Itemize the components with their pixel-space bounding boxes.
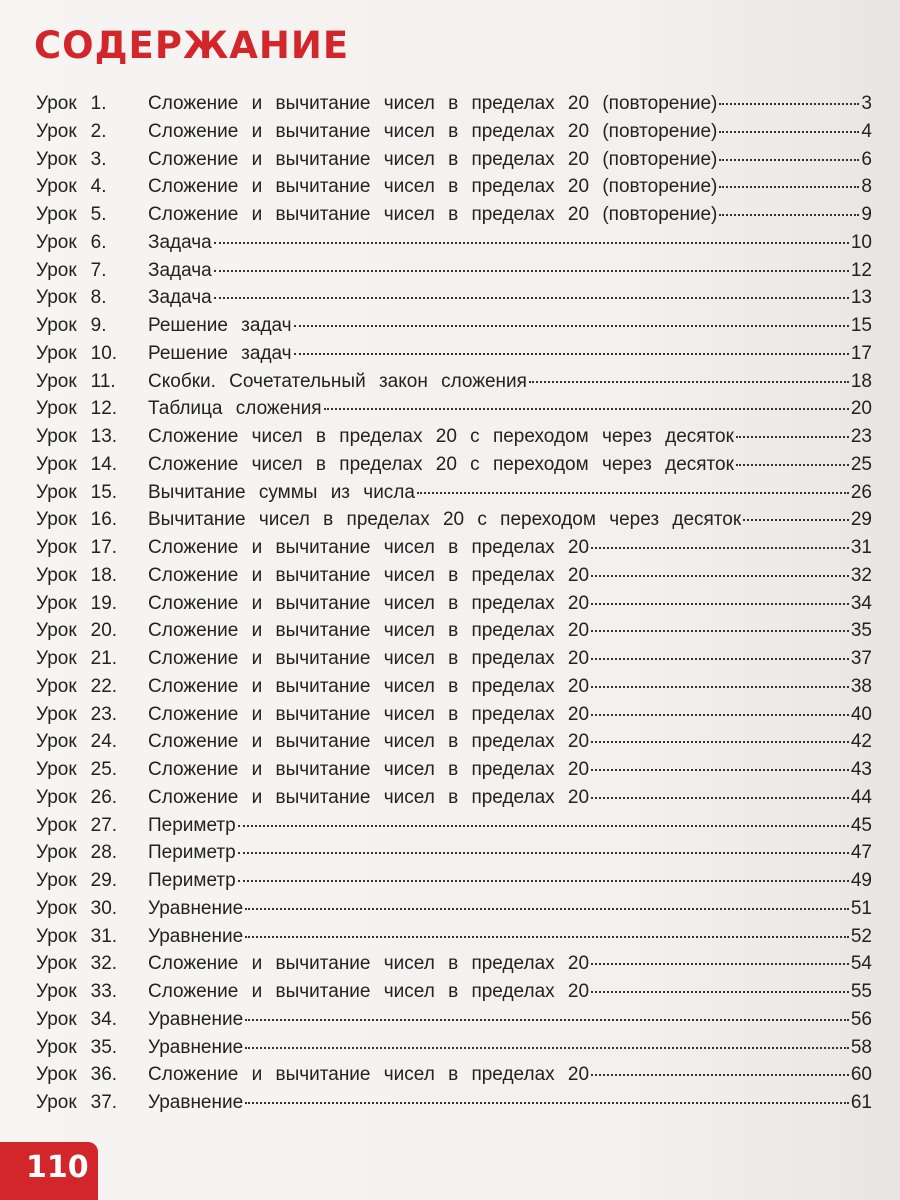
- toc-entry: [36, 923, 872, 951]
- dot-leader: [294, 351, 849, 355]
- lesson-topic: Вычитание чисел в пределах 20 с переходом через десяток: [148, 509, 742, 531]
- lesson-label: [36, 701, 148, 729]
- dot-leader: [591, 628, 849, 632]
- lesson-label: [36, 1061, 148, 1089]
- lesson-number: 3.: [90, 148, 107, 170]
- dot-leader: [591, 712, 849, 716]
- dot-leader: [591, 684, 849, 688]
- dot-leader: [245, 906, 849, 910]
- lesson-number: 11.: [90, 370, 116, 392]
- lesson-word: Урок: [36, 537, 77, 558]
- lesson-word: Урок: [36, 1092, 77, 1113]
- lesson-page-number: 58: [850, 1036, 872, 1058]
- lesson-label: [36, 423, 148, 451]
- lesson-label: [36, 673, 148, 701]
- lesson-label: [36, 867, 148, 895]
- lesson-label: [36, 284, 148, 312]
- dot-leader: [591, 989, 849, 993]
- lesson-page-number: 35: [850, 620, 872, 642]
- lesson-topic: Сложение и вычитание чисел в пределах 20 (повторение): [148, 120, 718, 142]
- toc-entry: [36, 590, 872, 618]
- lesson-label: [36, 312, 148, 340]
- dot-leader: [736, 462, 849, 466]
- lesson-topic: Сложение и вычитание чисел в пределах 20 (повторение): [148, 93, 718, 114]
- dot-leader: [591, 739, 849, 743]
- lesson-number: 8.: [90, 287, 107, 309]
- toc-entry: [36, 673, 872, 701]
- dot-leader: [245, 1100, 849, 1104]
- toc-entry: [36, 1089, 872, 1117]
- toc-entry: [36, 118, 872, 146]
- dot-leader: [591, 961, 849, 965]
- lesson-topic: Сложение и вычитание чисел в пределах 20: [148, 537, 590, 558]
- lesson-page-number: 31: [850, 537, 872, 558]
- toc-entry: [36, 340, 872, 368]
- lesson-topic: Сложение и вычитание чисел в пределах 20: [148, 703, 590, 725]
- lesson-page-number: 34: [850, 592, 872, 614]
- toc-entry: [36, 867, 872, 895]
- lesson-topic: Сложение и вычитание чисел в пределах 20 (повторение): [148, 148, 718, 170]
- dot-leader: [719, 184, 859, 188]
- lesson-word: Урок: [36, 1064, 77, 1086]
- toc-entry: [36, 562, 872, 590]
- lesson-number: 9.: [90, 315, 107, 336]
- dot-leader: [591, 795, 849, 799]
- lesson-page-number: 12: [850, 259, 872, 281]
- lesson-number: 20.: [90, 620, 118, 642]
- lesson-page-number: 61: [850, 1092, 872, 1113]
- lesson-page-number: 45: [850, 814, 872, 836]
- lesson-label: [36, 784, 148, 812]
- lesson-number: 4.: [90, 176, 107, 198]
- lesson-word: Урок: [36, 148, 77, 170]
- lesson-label: [36, 534, 148, 562]
- lesson-topic: Сложение и вычитание чисел в пределах 20: [148, 786, 590, 808]
- lesson-label: [36, 617, 148, 645]
- dot-leader: [245, 1045, 849, 1049]
- lesson-topic: Сложение и вычитание чисел в пределах 20 (повторение): [148, 204, 718, 225]
- lesson-word: Урок: [36, 592, 77, 614]
- dot-leader: [719, 212, 859, 216]
- lesson-topic: Решение задач: [148, 315, 292, 336]
- lesson-word: Урок: [36, 315, 77, 336]
- lesson-page-number: 13: [850, 287, 872, 309]
- lesson-label: [36, 201, 148, 229]
- dot-leader: [245, 1017, 849, 1021]
- lesson-label: [36, 118, 148, 146]
- toc-entry: [36, 368, 872, 396]
- toc-entry: [36, 146, 872, 174]
- dot-leader: [591, 1072, 849, 1076]
- lesson-page-number: 52: [850, 925, 872, 947]
- dot-leader: [591, 545, 849, 549]
- lesson-word: Урок: [36, 953, 77, 975]
- dot-leader: [591, 573, 849, 577]
- lesson-topic: Сложение и вычитание чисел в пределах 20: [148, 1064, 590, 1086]
- lesson-label: [36, 978, 148, 1006]
- lesson-word: Урок: [36, 675, 77, 697]
- lesson-page-number: 3: [861, 93, 872, 114]
- toc-entry: [36, 506, 872, 534]
- lesson-topic: Сложение чисел в пределах 20 с переходом через десяток: [148, 453, 734, 475]
- lesson-word: Урок: [36, 925, 77, 947]
- toc-entry: [36, 395, 872, 423]
- lesson-page-number: 29: [850, 509, 872, 531]
- lesson-topic: Задача: [148, 259, 212, 281]
- lesson-number: 16.: [90, 509, 118, 531]
- lesson-label: [36, 1089, 148, 1117]
- lesson-word: Урок: [36, 814, 77, 836]
- lesson-page-number: 6: [861, 148, 872, 170]
- lesson-number: 15.: [90, 481, 118, 503]
- lesson-label: [36, 562, 148, 590]
- toc-entry: [36, 950, 872, 978]
- lesson-label: [36, 923, 148, 951]
- lesson-number: 19.: [90, 592, 118, 614]
- dot-leader: [591, 767, 849, 771]
- lesson-label: [36, 368, 148, 396]
- dot-leader: [294, 323, 849, 327]
- lesson-label: [36, 590, 148, 618]
- lesson-page-number: 17: [850, 342, 872, 364]
- page-number: 110: [26, 1150, 89, 1185]
- lesson-topic: Уравнение: [148, 897, 244, 919]
- lesson-word: Урок: [36, 759, 77, 780]
- lesson-number: 6.: [90, 231, 107, 253]
- lesson-label: [36, 756, 148, 784]
- lesson-word: Урок: [36, 426, 77, 447]
- lesson-page-number: 60: [850, 1064, 872, 1086]
- lesson-page-number: 18: [850, 370, 872, 392]
- lesson-word: Урок: [36, 370, 77, 392]
- dot-leader: [324, 406, 849, 410]
- dot-leader: [743, 517, 849, 521]
- toc-entry: [36, 1061, 872, 1089]
- lesson-number: 22.: [90, 675, 118, 697]
- toc-entry: [36, 284, 872, 312]
- lesson-topic: Сложение и вычитание чисел в пределах 20: [148, 953, 590, 975]
- lesson-topic: Сложение чисел в пределах 20 с переходом через десяток: [148, 426, 734, 447]
- lesson-word: Урок: [36, 481, 77, 503]
- lesson-label: [36, 395, 148, 423]
- lesson-page-number: 49: [850, 870, 872, 891]
- toc-entry: [36, 839, 872, 867]
- lesson-page-number: 51: [850, 897, 872, 919]
- lesson-number: 21.: [90, 648, 118, 669]
- lesson-topic: Сложение и вычитание чисел в пределах 20: [148, 592, 590, 614]
- lesson-page-number: 40: [850, 703, 872, 725]
- toc-entry: [36, 812, 872, 840]
- lesson-number: 1.: [90, 93, 107, 114]
- lesson-topic: Сложение и вычитание чисел в пределах 20 (повторение): [148, 176, 718, 198]
- lesson-number: 32.: [90, 953, 118, 975]
- lesson-topic: Уравнение: [148, 1036, 244, 1058]
- dot-leader: [238, 878, 849, 882]
- lesson-label: [36, 340, 148, 368]
- lesson-word: Урок: [36, 176, 77, 198]
- lesson-page-number: 56: [850, 1008, 872, 1030]
- lesson-word: Урок: [36, 564, 77, 586]
- lesson-label: [36, 839, 148, 867]
- dot-leader: [245, 934, 849, 938]
- toc-entry: [36, 1034, 872, 1062]
- toc-entry: [36, 534, 872, 562]
- toc-entry: [36, 479, 872, 507]
- toc-entry: [36, 201, 872, 229]
- lesson-word: Урок: [36, 1008, 77, 1030]
- lesson-number: 37.: [90, 1092, 118, 1113]
- lesson-label: [36, 1006, 148, 1034]
- lesson-number: 13.: [90, 426, 118, 447]
- toc-entry: [36, 645, 872, 673]
- toc-entry: [36, 312, 872, 340]
- lesson-number: 17.: [90, 537, 118, 558]
- lesson-label: [36, 479, 148, 507]
- lesson-word: Урок: [36, 93, 77, 114]
- toc-entry: [36, 895, 872, 923]
- lesson-word: Урок: [36, 398, 77, 420]
- lesson-number: 2.: [90, 120, 107, 142]
- lesson-topic: Таблица сложения: [148, 398, 322, 420]
- dot-leader: [529, 379, 849, 383]
- lesson-word: Урок: [36, 453, 77, 475]
- lesson-topic: Сложение и вычитание чисел в пределах 20: [148, 731, 590, 753]
- lesson-label: [36, 1034, 148, 1062]
- lesson-word: Урок: [36, 842, 77, 864]
- dot-leader: [591, 656, 849, 660]
- lesson-word: Урок: [36, 231, 77, 253]
- lesson-page-number: 54: [850, 953, 872, 975]
- toc-entry: [36, 257, 872, 285]
- dot-leader: [719, 101, 859, 105]
- lesson-page-number: 4: [861, 120, 872, 142]
- toc-entry: [36, 701, 872, 729]
- lesson-number: 34.: [90, 1008, 118, 1030]
- lesson-label: [36, 728, 148, 756]
- lesson-page-number: 9: [861, 204, 872, 225]
- lesson-number: 31.: [90, 925, 118, 947]
- lesson-label: [36, 257, 148, 285]
- toc-entry: [36, 1006, 872, 1034]
- toc-entry: [36, 90, 872, 118]
- lesson-number: 24.: [90, 731, 118, 753]
- page-title: СОДЕРЖАНИЕ: [34, 24, 350, 67]
- dot-leader: [238, 850, 849, 854]
- lesson-word: Урок: [36, 870, 77, 891]
- lesson-number: 27.: [90, 814, 118, 836]
- dot-leader: [736, 434, 849, 438]
- lesson-number: 23.: [90, 703, 118, 725]
- lesson-topic: Задача: [148, 231, 212, 253]
- lesson-number: 14.: [90, 453, 118, 475]
- lesson-page-number: 42: [850, 731, 872, 753]
- toc-entry: [36, 756, 872, 784]
- lesson-number: 5.: [90, 204, 107, 225]
- lesson-number: 7.: [90, 259, 107, 281]
- lesson-topic: Периметр: [148, 870, 236, 891]
- page-number-badge: [0, 1142, 98, 1200]
- lesson-word: Урок: [36, 620, 77, 642]
- dot-leader: [214, 295, 849, 299]
- lesson-page-number: 32: [850, 564, 872, 586]
- lesson-topic: Сложение и вычитание чисел в пределах 20: [148, 981, 590, 1002]
- lesson-word: Урок: [36, 731, 77, 753]
- lesson-number: 30.: [90, 897, 118, 919]
- lesson-topic: Решение задач: [148, 342, 292, 364]
- lesson-label: [36, 229, 148, 257]
- lesson-number: 33.: [90, 981, 118, 1002]
- lesson-word: Урок: [36, 342, 77, 364]
- lesson-number: 35.: [90, 1036, 118, 1058]
- lesson-page-number: 47: [850, 842, 872, 864]
- lesson-number: 12.: [90, 398, 118, 420]
- lesson-topic: Скобки. Сочетательный закон сложения: [148, 370, 527, 392]
- lesson-topic: Уравнение: [148, 925, 244, 947]
- lesson-word: Урок: [36, 259, 77, 281]
- lesson-topic: Уравнение: [148, 1092, 244, 1113]
- lesson-topic: Сложение и вычитание чисел в пределах 20: [148, 675, 590, 697]
- lesson-page-number: 25: [850, 453, 872, 475]
- lesson-topic: Периметр: [148, 842, 236, 864]
- lesson-number: 28.: [90, 842, 118, 864]
- lesson-topic: Уравнение: [148, 1008, 244, 1030]
- lesson-word: Урок: [36, 648, 77, 669]
- toc-entry: [36, 451, 872, 479]
- lesson-topic: Задача: [148, 287, 212, 309]
- lesson-number: 18.: [90, 564, 118, 586]
- dot-leader: [719, 157, 859, 161]
- lesson-topic: Сложение и вычитание чисел в пределах 20: [148, 620, 590, 642]
- lesson-number: 29.: [90, 870, 118, 891]
- dot-leader: [719, 129, 859, 133]
- lesson-word: Урок: [36, 981, 77, 1002]
- lesson-number: 36.: [90, 1064, 118, 1086]
- lesson-label: [36, 90, 148, 118]
- lesson-word: Урок: [36, 786, 77, 808]
- lesson-label: [36, 895, 148, 923]
- lesson-number: 26.: [90, 786, 118, 808]
- lesson-word: Урок: [36, 509, 77, 531]
- lesson-word: Урок: [36, 204, 77, 225]
- lesson-page-number: 10: [850, 231, 872, 253]
- lesson-topic: Сложение и вычитание чисел в пределах 20: [148, 564, 590, 586]
- lesson-page-number: 43: [850, 759, 872, 780]
- lesson-label: [36, 950, 148, 978]
- lesson-number: 10.: [90, 342, 118, 364]
- dot-leader: [238, 823, 849, 827]
- lesson-page-number: 15: [850, 315, 872, 336]
- lesson-topic: Периметр: [148, 814, 236, 836]
- lesson-page-number: 38: [850, 675, 872, 697]
- dot-leader: [214, 240, 849, 244]
- toc-entry: [36, 784, 872, 812]
- lesson-topic: Сложение и вычитание чисел в пределах 20: [148, 648, 590, 669]
- lesson-label: [36, 173, 148, 201]
- toc-entry: [36, 229, 872, 257]
- lesson-topic: Сложение и вычитание чисел в пределах 20: [148, 759, 590, 780]
- lesson-topic: Вычитание суммы из числа: [148, 481, 415, 503]
- toc-entry: [36, 978, 872, 1006]
- lesson-page-number: 20: [850, 398, 872, 420]
- lesson-page-number: 8: [861, 176, 872, 198]
- lesson-word: Урок: [36, 897, 77, 919]
- lesson-label: [36, 506, 148, 534]
- lesson-label: [36, 645, 148, 673]
- toc-entry: [36, 617, 872, 645]
- lesson-page-number: 23: [850, 426, 872, 447]
- lesson-page-number: 26: [850, 481, 872, 503]
- lesson-label: [36, 146, 148, 174]
- lesson-label: [36, 812, 148, 840]
- lesson-page-number: 37: [850, 648, 872, 669]
- lesson-page-number: 55: [850, 981, 872, 1002]
- dot-leader: [417, 490, 849, 494]
- toc-entry: [36, 728, 872, 756]
- table-of-contents: [36, 90, 872, 1117]
- lesson-page-number: 44: [850, 786, 872, 808]
- toc-entry: [36, 423, 872, 451]
- lesson-label: [36, 451, 148, 479]
- lesson-word: Урок: [36, 1036, 77, 1058]
- dot-leader: [591, 601, 849, 605]
- lesson-number: 25.: [90, 759, 118, 780]
- lesson-word: Урок: [36, 120, 77, 142]
- lesson-word: Урок: [36, 703, 77, 725]
- lesson-word: Урок: [36, 287, 77, 309]
- toc-entry: [36, 173, 872, 201]
- dot-leader: [214, 268, 849, 272]
